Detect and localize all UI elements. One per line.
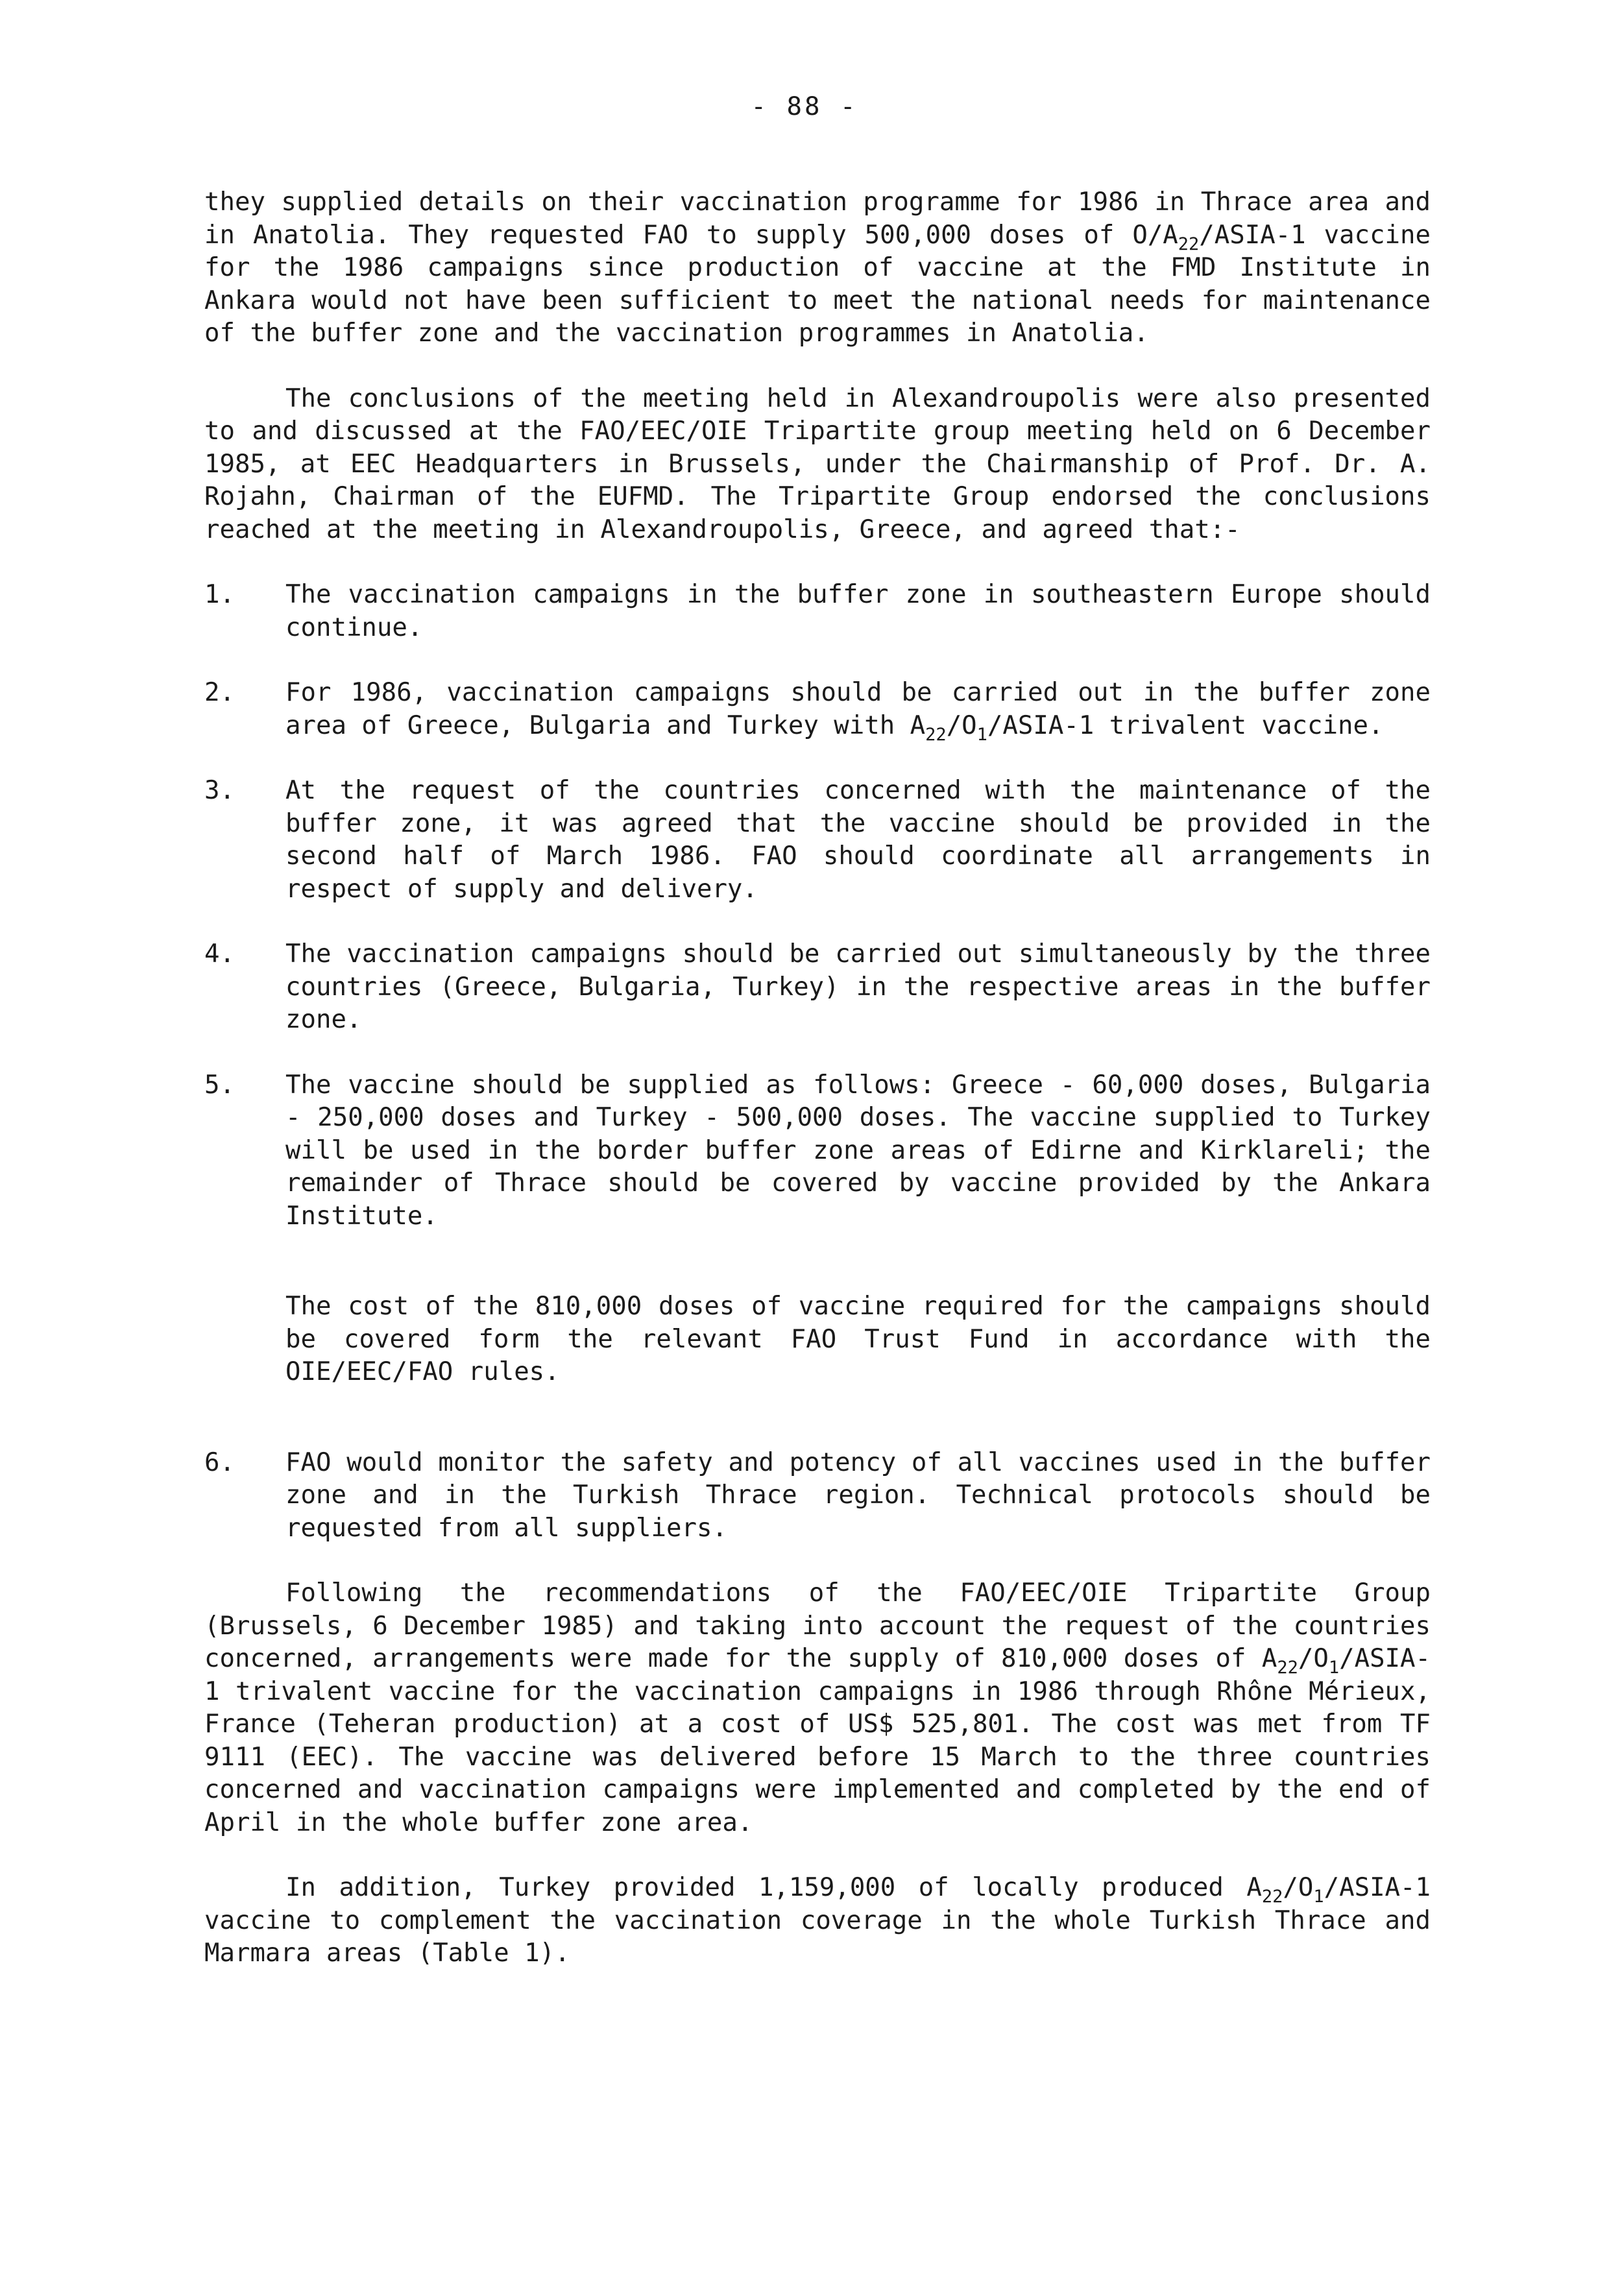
list-item-number: 5. bbox=[204, 1070, 235, 1100]
subscript: 22 bbox=[1261, 1887, 1283, 1907]
list-item-text: The vaccination campaigns in the buffer zone in southeastern Europe should continue. bbox=[285, 580, 1431, 642]
list-item-text: The vaccine should be supplied as follows: Greece - 60,000 doses, Bulgaria - 250,000 doses and Turkey - 500,000 doses. The vaccine supplied to Turkey will be used in the border buffer zone areas of Edirne and Kirklareli; the remainder of Thrace should be covered by vaccine provided by the Ankara Institute. bbox=[285, 1070, 1431, 1231]
paragraph-3-part: /ASIA-1 trivalent vaccine for the vaccination campaigns in 1986 through Rhône Mérieux, France (Teheran production) at a cost of US$ 525,801. The cost was met from TF 9111 (EEC). The vaccine was delivered before 15 March to the three countries concerned and vaccination campaigns were implemented and completed by the end of April in the whole buffer zone area. bbox=[204, 1644, 1431, 1837]
list-item-number: 4. bbox=[204, 939, 235, 969]
list-item-number: 2. bbox=[204, 678, 235, 707]
paragraph-3-part: Following the recommendations of the FAO/EEC/OIE Tripartite Group (Brussels, 6 December 1985) and taking into account the request of the countries concerned, arrangements were made for the supply of 810,000 doses of A bbox=[204, 1578, 1431, 1673]
paragraph-1-part-b: /ASIA-1 vaccine for the 1986 campaigns since production of vaccine at the FMD Institute in Ankara would not have been sufficient to meet the national needs for maintenance of the buffer zone and the vaccination programmes in Anatolia. bbox=[204, 220, 1431, 348]
paragraph-3-part: /O bbox=[1298, 1644, 1329, 1673]
paragraph-2: The conclusions of the meeting held in Alexandroupolis were also presented to and discussed at the FAO/EEC/OIE Tripartite group meeting held on 6 December 1985, at EEC Headquarters in Brussels, under the Chairmanship of Prof. Dr. A. Rojahn, Chairman of the EUFMD. The Tripartite Group endorsed the conclusions reached at the meeting in Alexandroupolis, Greece, and agreed that:- bbox=[204, 383, 1431, 544]
paragraph-4-part: In addition, Turkey provided 1,159,000 of locally produced A bbox=[285, 1873, 1262, 1902]
paragraph-1-part-a: they supplied details on their vaccination programme for 1986 in Thrace area and in Anatolia. They requested FAO to supply 500,000 doses of O/A bbox=[204, 187, 1431, 250]
subscript: 22 bbox=[925, 724, 947, 745]
subscript: 1 bbox=[1328, 1658, 1340, 1678]
list-item-text-part: /O bbox=[946, 710, 977, 740]
body-text bbox=[204, 186, 1431, 1970]
subscript: 1 bbox=[976, 724, 987, 745]
list-item-5-continuation: The cost of the 810,000 doses of vaccine required for the campaigns should be covered form the relevant FAO Trust Fund in accordance with the OIE/EEC/FAO rules. bbox=[285, 1292, 1431, 1386]
list-item-4 bbox=[204, 938, 1431, 1037]
list-item-2 bbox=[204, 677, 1431, 745]
subscript: 22 bbox=[1277, 1658, 1298, 1678]
paragraph-1 bbox=[204, 186, 1431, 350]
list-item-3 bbox=[204, 775, 1431, 906]
subscript: 1 bbox=[1313, 1887, 1324, 1907]
list-item-text: At the request of the countries concerned with the maintenance of the buffer zone, it was agreed that the vaccine should be provided in the second half of March 1986. FAO should coordinate all arrangements in respect of supply and delivery. bbox=[285, 776, 1431, 904]
paragraph-4-part: /ASIA-1 vaccine to complement the vaccination coverage in the whole Turkish Thrace and Marmara areas (Table 1). bbox=[204, 1873, 1431, 1968]
list-item-5 bbox=[204, 1069, 1431, 1233]
subscript: 22 bbox=[1178, 234, 1200, 254]
list-item-1 bbox=[204, 579, 1431, 644]
paragraph-4 bbox=[204, 1872, 1431, 1970]
list-item-text bbox=[285, 677, 1431, 745]
list-item-text: The vaccination campaigns should be carried out simultaneously by the three countries (Greece, Bulgaria, Turkey) in the respective areas in the buffer zone. bbox=[285, 939, 1431, 1034]
paragraph-4-part: /O bbox=[1283, 1873, 1314, 1902]
list-item-number: 3. bbox=[204, 776, 235, 805]
list-item-number: 1. bbox=[204, 580, 235, 609]
list-item-text: FAO would monitor the safety and potency of all vaccines used in the buffer zone and in the Turkish Thrace region. Technical protocols should be requested from all suppliers. bbox=[285, 1447, 1431, 1543]
list-item-text-part: For 1986, vaccination campaigns should be carried out in the buffer zone area of Greece, Bulgaria and Turkey with A bbox=[285, 678, 1431, 740]
paragraph-3 bbox=[204, 1577, 1431, 1839]
list-item-text-part: /ASIA-1 trivalent vaccine. bbox=[987, 710, 1384, 740]
list-item-number: 6. bbox=[204, 1447, 235, 1477]
list-item-6 bbox=[204, 1447, 1431, 1545]
page-number: - 88 - bbox=[751, 92, 858, 121]
